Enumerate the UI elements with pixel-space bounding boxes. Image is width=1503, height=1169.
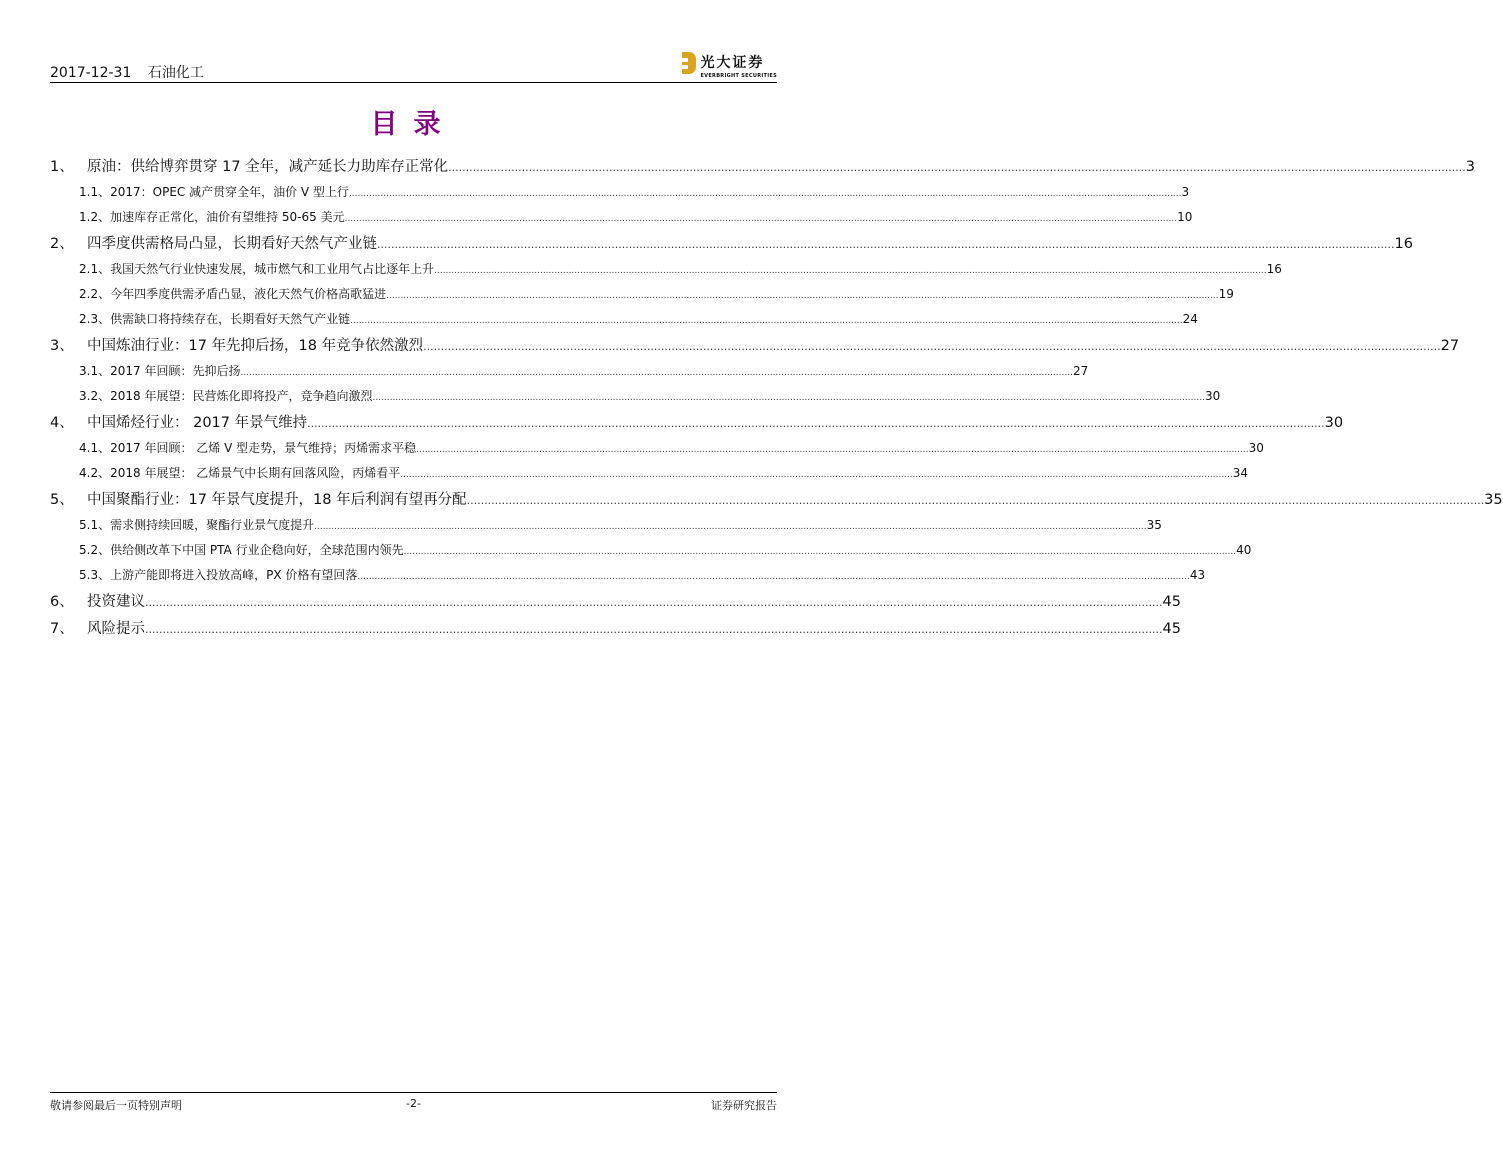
toc-entry-number: 3.1、: [79, 364, 111, 378]
toc-subsection-entry[interactable]: [50, 461, 1249, 486]
toc-entry-page: 30: [1324, 415, 1344, 431]
toc-dot-leader: [145, 617, 1163, 642]
toc-entry-number: 6、: [50, 594, 74, 610]
toc-entry-number: 7、: [50, 621, 74, 637]
toc-entry-text: 2018 年展望：民营炼化即将投产，竞争趋向激烈: [110, 389, 373, 403]
toc-entry-page: 35: [1484, 492, 1503, 508]
toc-entry-text: 供需缺口将持续存在，长期看好天然气产业链: [110, 312, 351, 326]
toc-dot-leader: [314, 515, 1147, 540]
footer-doc-type: 证券研究报告: [711, 1099, 777, 1112]
toc-dot-leader: [240, 361, 1073, 386]
toc-entry-text: 2018 年展望： 乙烯景气中长期有回落风险，丙烯看平: [110, 466, 401, 480]
toc-section-entry[interactable]: [50, 155, 1475, 180]
page-number: -2-: [406, 1097, 421, 1110]
toc-subsection-entry[interactable]: [50, 359, 1089, 384]
toc-entry-page: 45: [1162, 621, 1181, 637]
toc-dot-leader: [434, 259, 1267, 284]
toc-entry-number: 5.3、: [79, 568, 111, 582]
toc-entry-number: 2.1、: [79, 262, 111, 276]
toc-entry-page: 24: [1182, 312, 1198, 326]
toc-entry-text: 四季度供需格局凸显，长期看好天然气产业链: [87, 236, 377, 252]
table-of-contents: [50, 155, 1503, 642]
toc-entry-page: 35: [1146, 518, 1162, 532]
header-meta: [50, 62, 216, 82]
company-logo: [682, 52, 777, 79]
toc-dot-leader: [349, 182, 1182, 207]
toc-dot-leader: [372, 386, 1205, 411]
toc-entry-page: 3: [1465, 159, 1475, 175]
toc-subsection-entry[interactable]: [50, 436, 1264, 461]
toc-entry-page: 3: [1181, 185, 1190, 199]
toc-dot-leader: [423, 334, 1441, 359]
toc-dot-leader: [467, 488, 1485, 513]
toc-entry-page: 45: [1162, 594, 1181, 610]
toc-entry-page: 27: [1440, 338, 1460, 354]
toc-entry-text: 需求侧持续回暖，聚酯行业景气度提升: [110, 518, 315, 532]
toc-section-entry[interactable]: [50, 617, 1181, 642]
toc-title: 目录: [370, 109, 457, 140]
toc-entry-number: 5.1、: [79, 518, 111, 532]
toc-subsection-entry[interactable]: [50, 384, 1221, 409]
toc-entry-text: 投资建议: [87, 594, 145, 610]
toc-entry-text: 今年四季度供需矛盾凸显，液化天然气价格高歌猛进: [110, 287, 387, 301]
toc-entry-text: 原油：供给博弈贯穿 17 全年，减产延长力助库存正常化: [87, 159, 449, 175]
toc-entry-text: 我国天然气行业快速发展，城市燃气和工业用气占比逐年上升: [110, 262, 435, 276]
toc-entry-page: 10: [1177, 210, 1193, 224]
toc-entry-text: 2017：OPEC 减产贯穿全年，油价 V 型上行: [110, 185, 349, 199]
toc-entry-text: 2017 年回顾：先抑后扬: [110, 364, 241, 378]
logo-name-cn: 光大证券: [700, 55, 765, 71]
toc-entry-text: 中国聚酯行业：17 年景气度提升，18 年后利润有望再分配: [87, 492, 467, 508]
toc-entry-page: 40: [1236, 543, 1252, 557]
toc-section-entry[interactable]: [50, 334, 1460, 359]
toc-dot-leader: [377, 232, 1395, 257]
logo-name-en: EVERBRIGHT SECURITIES: [700, 73, 777, 79]
toc-subsection-entry[interactable]: [50, 282, 1234, 307]
page-header: [50, 52, 777, 82]
header-divider: [50, 82, 777, 83]
toc-entry-text: 中国炼油行业：17 年先抑后扬，18 年竞争依然激烈: [87, 338, 424, 354]
toc-entry-number: 4.2、: [79, 466, 111, 480]
toc-entry-number: 2.2、: [79, 287, 111, 301]
toc-entry-page: 27: [1072, 364, 1089, 378]
toc-subsection-entry[interactable]: [50, 563, 1206, 588]
toc-entry-number: 4.1、: [79, 441, 111, 455]
toc-entry-page: 43: [1189, 568, 1206, 582]
toc-entry-number: 3、: [50, 338, 74, 354]
toc-dot-leader: [416, 438, 1249, 463]
toc-entry-page: 34: [1232, 466, 1249, 480]
toc-dot-leader: [386, 284, 1219, 309]
toc-subsection-entry[interactable]: [50, 307, 1198, 332]
toc-entry-number: 2、: [50, 236, 74, 252]
toc-dot-leader: [345, 207, 1178, 232]
toc-dot-leader: [145, 590, 1163, 615]
toc-entry-page: 30: [1248, 441, 1264, 455]
toc-subsection-entry[interactable]: [50, 205, 1193, 230]
toc-entry-number: 4、: [50, 415, 74, 431]
toc-entry-text: 供给侧改革下中国 PTA 行业企稳向好，全球范围内领先: [110, 543, 404, 557]
toc-dot-leader: [357, 565, 1190, 590]
footer-divider: [50, 1092, 777, 1093]
toc-entry-page: 16: [1266, 262, 1282, 276]
toc-dot-leader: [448, 155, 1466, 180]
toc-entry-text: 2017 年回顾： 乙烯 V 型走势，景气维持；丙烯需求平稳: [110, 441, 417, 455]
toc-section-entry[interactable]: [50, 232, 1413, 257]
toc-entry-number: 5、: [50, 492, 74, 508]
footer-disclaimer: 敬请参阅最后一页特别声明: [50, 1099, 182, 1112]
toc-entry-page: 30: [1204, 389, 1221, 403]
logo-mark-icon: [682, 52, 696, 74]
toc-entry-number: 1、: [50, 159, 74, 175]
toc-entry-number: 2.3、: [79, 312, 111, 326]
toc-entry-number: 1.1、: [79, 185, 111, 199]
toc-entry-number: 3.2、: [79, 389, 111, 403]
toc-dot-leader: [350, 309, 1183, 334]
toc-entry-text: 加速库存正常化，油价有望维持 50-65 美元: [110, 210, 345, 224]
toc-entry-number: 5.2、: [79, 543, 111, 557]
toc-section-entry[interactable]: [50, 488, 1503, 513]
toc-subsection-entry[interactable]: [50, 538, 1252, 563]
toc-entry-number: 1.2、: [79, 210, 111, 224]
toc-subsection-entry[interactable]: [50, 180, 1190, 205]
report-sector: 石油化工: [147, 65, 204, 81]
report-date: 2017-12-31: [50, 65, 132, 81]
toc-section-entry[interactable]: [50, 411, 1344, 436]
toc-entry-text: 上游产能即将进入投放高峰，PX 价格有望回落: [110, 568, 358, 582]
toc-entry-text: 风险提示: [87, 621, 145, 637]
toc-subsection-entry[interactable]: [50, 257, 1282, 282]
toc-entry-text: 中国烯烃行业： 2017 年景气维持: [87, 415, 308, 431]
toc-section-entry[interactable]: [50, 590, 1181, 615]
toc-dot-leader: [404, 540, 1237, 565]
toc-entry-page: 16: [1394, 236, 1413, 252]
toc-entry-page: 19: [1218, 287, 1234, 301]
toc-dot-leader: [400, 463, 1233, 488]
toc-subsection-entry[interactable]: [50, 513, 1162, 538]
toc-dot-leader: [307, 411, 1325, 436]
